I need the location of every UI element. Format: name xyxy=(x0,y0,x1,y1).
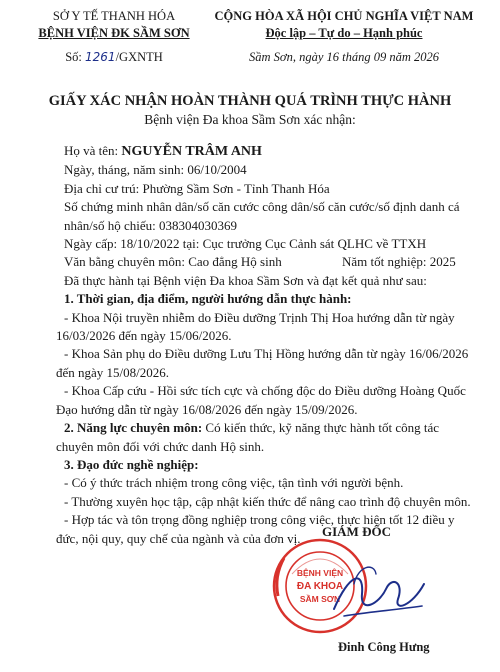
document-number-label: Số: xyxy=(65,50,82,64)
republic-title: CỘNG HÒA XÃ HỘI CHỦ NGHĨA VIỆT NAM xyxy=(214,9,474,23)
department-name: SỞ Y TẾ THANH HÓA xyxy=(52,9,176,23)
section-2-text-a: Có kiến thức, kỹ năng thực hành tốt công tác xyxy=(205,420,440,436)
name-label: Họ và tên: xyxy=(64,143,119,158)
document-number-suffix: /GXNTH xyxy=(115,50,163,64)
signer-name: Đinh Công Hưng xyxy=(338,640,430,654)
section-1-item-2b: đến ngày 15/08/2026. xyxy=(56,364,170,380)
id-line-2: nhân/số hộ chiếu: 038304030369 xyxy=(64,217,237,233)
handwritten-signature xyxy=(324,554,434,634)
document-body xyxy=(56,142,474,548)
signer-role: GIÁM ĐỐC xyxy=(322,524,391,539)
address-line: Địa chỉ cư trú: Phường Sầm Sơn - Tỉnh Thanh Hóa xyxy=(64,180,330,196)
header-right xyxy=(196,8,492,66)
section-3-title: 3. Đạo đức nghề nghiệp: xyxy=(64,456,199,472)
section-1-title: 1. Thời gian, địa điểm, người hướng dẫn thực hành: xyxy=(64,291,352,307)
hospital-name: BỆNH VIỆN ĐK SẦM SƠN xyxy=(38,26,190,40)
degree-line: Văn bằng chuyên môn: Cao đẳng Hộ sinh xyxy=(64,254,282,270)
section-1-item-2a: - Khoa Sản phụ do Điều dưỡng Lưu Thị Hồng hướng dẫn từ ngày 16/06/2026 xyxy=(64,346,469,362)
section-1-item-1b: 16/03/2026 đến ngày 15/06/2026. xyxy=(56,328,232,344)
name-line xyxy=(64,142,474,161)
signature-block xyxy=(262,524,462,659)
header-left xyxy=(34,8,194,66)
stamp-line-2: ĐA KHOA xyxy=(296,581,344,592)
document-number xyxy=(34,49,194,66)
section-1-item-3a: - Khoa Cấp cứu - Hồi sức tích cực và chống độc do Điều dưỡng Hoàng Quốc xyxy=(64,383,466,399)
result-line: Đã thực hành tại Bệnh viện Đa khoa Sầm Sơn và đạt kết quả như sau: xyxy=(64,272,427,288)
section-3-item-1: - Có ý thức trách nhiệm trong công việc, tận tình với người bệnh. xyxy=(64,475,404,491)
section-1-item-3b: Đạo hướng dẫn từ ngày 16/08/2026 đến ngày 15/09/2026. xyxy=(56,401,358,417)
document-subtitle: Bệnh viện Đa khoa Sầm Sơn xác nhận: xyxy=(144,112,356,127)
section-2-line-1 xyxy=(64,419,474,437)
section-3-item-3a: - Hợp tác và tôn trọng đồng nghiệp trong công việc, thực hiện tốt 12 điều y xyxy=(64,512,455,528)
place-date: Sầm Sơn, ngày 16 tháng 09 năm 2026 xyxy=(249,50,439,64)
document-number-handwritten: 1261 xyxy=(85,50,116,64)
issue-line: Ngày cấp: 18/10/2022 tại: Cục trưởng Cục Cảnh sát QLHC về TTXH xyxy=(64,236,427,252)
national-motto: Độc lập – Tự do – Hạnh phúc xyxy=(265,26,423,40)
document-title: GIẤY XÁC NHẬN HOÀN THÀNH QUÁ TRÌNH THỰC HÀNH xyxy=(48,93,452,109)
section-2-title: 2. Năng lực chuyên môn: xyxy=(64,420,203,436)
person-name: NGUYỄN TRÂM ANH xyxy=(121,144,262,159)
section-1-item-1a: - Khoa Nội truyền nhiễm do Điều dưỡng Trịnh Thị Hoa hướng dẫn từ ngày xyxy=(64,309,455,325)
section-2-text-b: chuyên môn đối với chức danh Hộ sinh. xyxy=(56,438,265,454)
dob-line: Ngày, tháng, năm sinh: 06/10/2004 xyxy=(64,162,247,178)
graduation-year-line: Năm tốt nghiệp: 2025 xyxy=(342,254,456,270)
stamp-line-3: SẦM SƠN xyxy=(299,594,341,604)
id-line-1: Số chứng minh nhân dân/số căn cước công dân/số căn cước/số định danh cá xyxy=(64,199,460,215)
degree-row xyxy=(64,253,474,271)
stamp-line-1: BỆNH VIỆN xyxy=(296,568,344,578)
section-3-item-2: - Thường xuyên học tập, cập nhật kiến thức để nâng cao trình độ chuyên môn. xyxy=(64,493,471,509)
section-3-item-3b: đức, nội quy, quy chế của ngành và của đơn vị. xyxy=(56,530,301,546)
